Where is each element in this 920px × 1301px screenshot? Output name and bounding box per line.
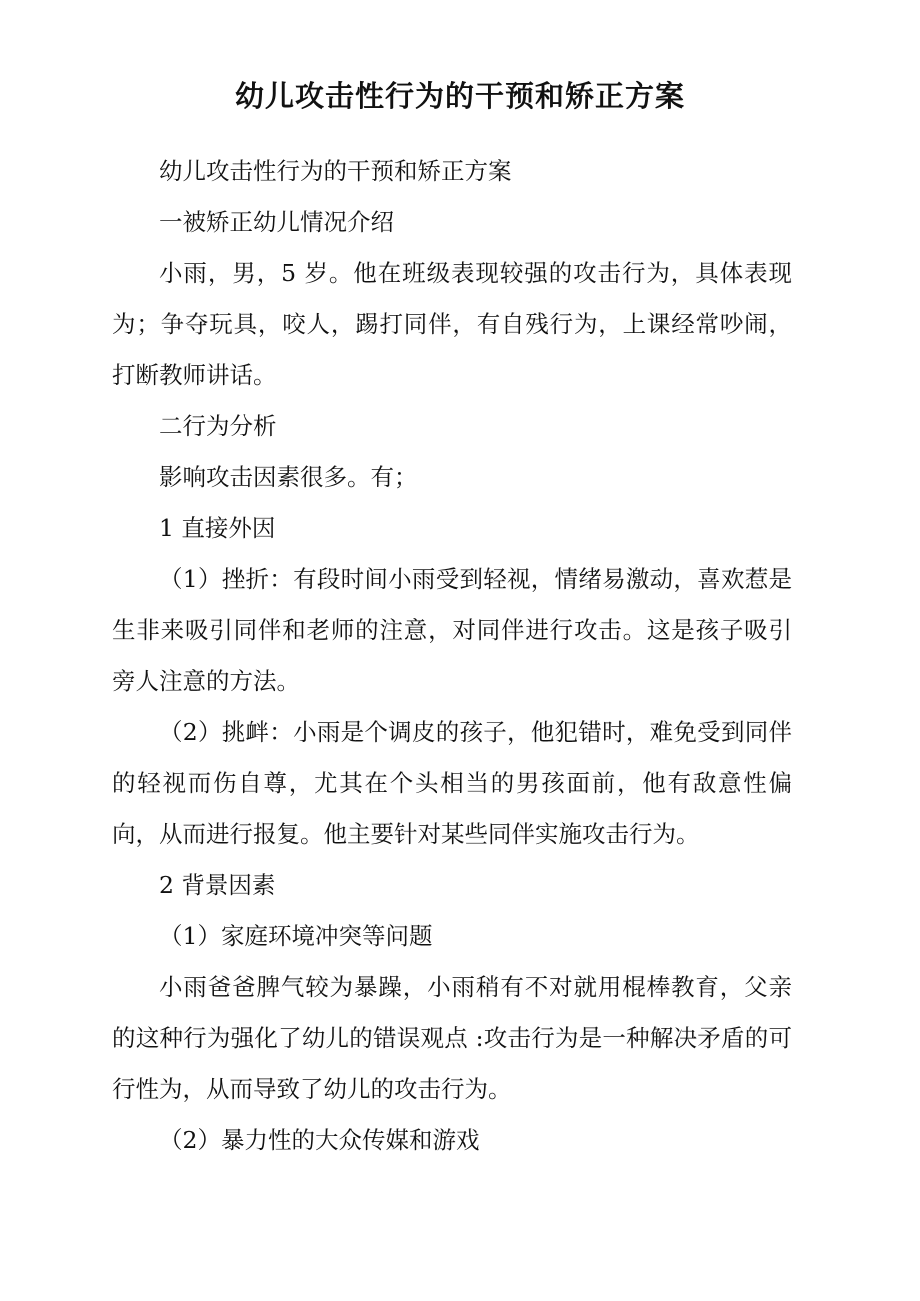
section-heading-2: 二行为分析	[159, 412, 277, 440]
paragraph-family-heading: （1）家庭环境冲突等问题	[159, 922, 433, 950]
subsection-heading-2: 2 背景因素	[159, 871, 276, 899]
paragraph-factors: 影响攻击因素很多。有；	[159, 463, 418, 491]
paragraph-intro: 小雨，男，5 岁。他在班级表现较强的攻击行为，具体表现为；争夺玩具，咬人，踢打同伴，有自残行为，上课经常吵闹，打断教师讲话。	[112, 259, 792, 389]
subsection-heading-1: 1 直接外因	[159, 514, 276, 542]
paragraph-frustration: （1）挫折：有段时间小雨受到轻视，情绪易激动，喜欢惹是生非来吸引同伴和老师的注意，对同伴进行攻击。这是孩子吸引旁人注意的方法。	[112, 565, 792, 695]
section-heading-1: 一被矫正幼儿情况介绍	[159, 208, 394, 236]
paragraph-media-heading: （2）暴力性的大众传媒和游戏	[159, 1126, 480, 1154]
document-title: 幼儿攻击性行为的干预和矫正方案	[234, 79, 685, 113]
paragraph-subtitle: 幼儿攻击性行为的干预和矫正方案	[159, 157, 512, 185]
paragraph-family: 小雨爸爸脾气较为暴躁，小雨稍有不对就用棍棒教育，父亲的这种行为强化了幼儿的错误观点 :攻击行为是一种解决矛盾的可行性为，从而导致了幼儿的攻击行为。	[112, 973, 792, 1103]
document-body	[112, 146, 792, 1166]
paragraph-provocation: （2）挑衅：小雨是个调皮的孩子，他犯错时，难免受到同伴的轻视而伤自尊，尤其在个头相当的男孩面前，他有敌意性偏向，从而进行报复。他主要针对某些同伴实施攻击行为。	[112, 718, 792, 848]
